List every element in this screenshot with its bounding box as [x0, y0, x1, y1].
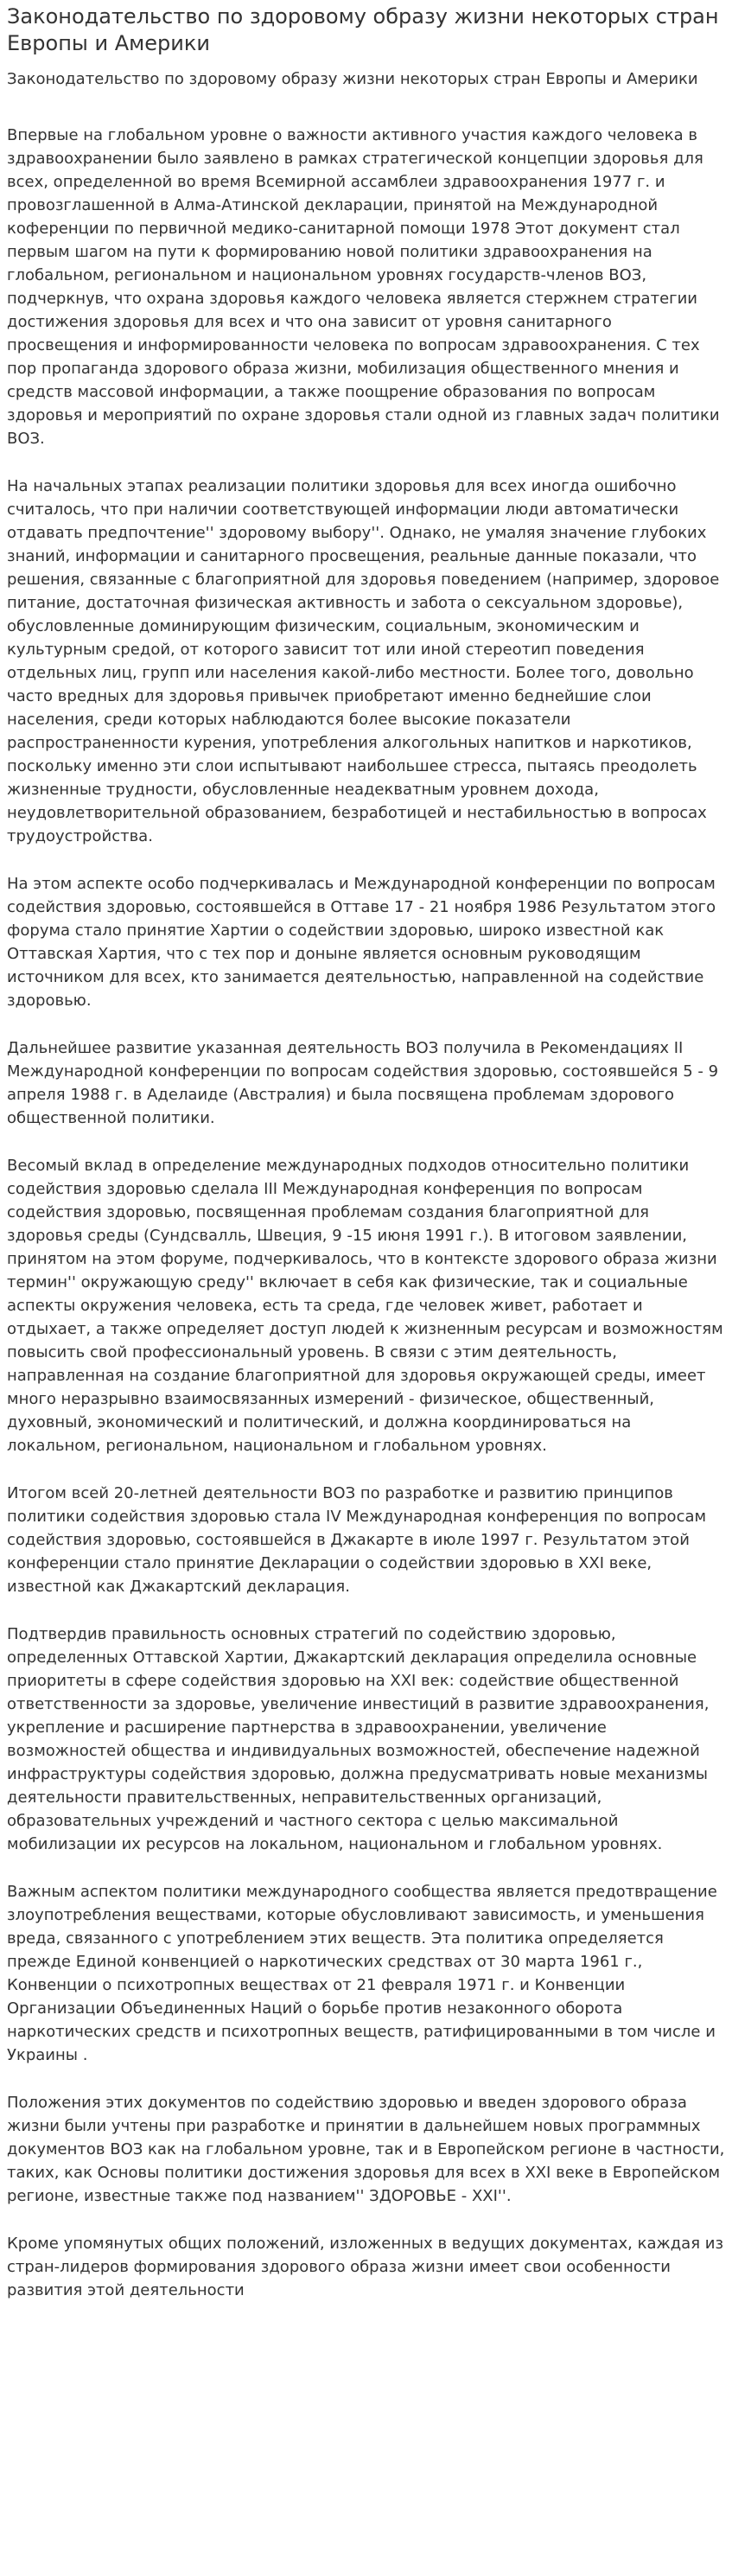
paragraph-8: Важным аспектом политики международного сообщества является предотвращение злоупотребления веществами, которые обусловливают зависимость, и уменьшения вреда, связанного с употреблением этих веществ. Эта политика определяется прежде Единой конвенцией о наркотических средствах от 30 марта 1961 г., Конвенции о психотропных веществах от 21 февраля 1971 г. и Конвенции Организации Объединенных Наций о борьбе против незаконного оборота наркотических средств и психотропных веществ, ратифицированными в том числе и Украины .	[7, 1883, 717, 2064]
article-body	[7, 124, 727, 2302]
paragraph-5: Весомый вклад в определение международных подходов относительно политики содействия здоровью сделала ІІІ Международная конференция по вопросам содействия здоровью, посвященная проблемам создания благоприятной для здоровья среды (Сундсвалль, Швеция, 9 -15 июня 1991 г.). В итоговом заявлении, принятом на этом форуме, подчеркивалось, что в контексте здорового образа жизни термин'' окружающую среду'' включает в себя как физические, так и социальные аспекты окружения человека, есть та среда, где человек живет, работает и отдыхает, а также определяет доступ людей к жизненным ресурсам и возможностям повысить свой профессиональный уровень. В связи с этим деятельность, направленная на создание благоприятной для здоровья окружающей среды, имеет много неразрывно взаимосвязанных измерений - физическое, общественный, духовный, экономический и политический, и должна координироваться на локальном, региональном, национальном и глобальном уровнях.	[7, 1157, 723, 1455]
paragraph-7: Подтвердив правильность основных стратегий по содействию здоровью, определенных Оттавской Хартии, Джакартский декларация определила основные приоритеты в сфере содействия здоровью на XXI век: содействие общественной ответственности за здоровье, увеличение инвестиций в развитие здравоохранения, укрепление и расширение партнерства в здравоохранении, увеличение возможностей общества и индивидуальных возможностей, обеспечение надежной инфраструктуры содействия здоровью, должна предусматривать новые механизмы деятельности правительственных, неправительственных организаций, образовательных учреждений и частного сектора с целью максимальной мобилизации их ресурсов на локальном, национальном и глобальном уровнях.	[7, 1625, 710, 1853]
paragraph-1: Впервые на глобальном уровне о важности активного участия каждого человека в здравоохранении было заявлено в рамках стратегической концепции здоровья для всех, определенной во время Всемирной ассамблеи здравоохранения 1977 г. и провозглашенной в Алма-Атинской декларации, принятой на Международной коференции по первичной медико-санитарной помощи 1978 Этот документ стал первым шагом на пути к формированию новой политики здравоохранения на глобальном, региональном и национальном уровнях государств-членов ВОЗ, подчеркнув, что охрана здоровья каждого человека является стержнем стратегии достижения здоровья для всех и что она зависит от уровня санитарного просвещения и информированности человека по вопросам здравоохранения. С тех пор пропаганда здорового образа жизни, мобилизация общественного мнения и средств массовой информации, а также поощрение образования по вопросам здоровья и мероприятий по охране здоровья стали одной из главных задач политики ВОЗ.	[7, 126, 720, 448]
page-title: Законодательство по здоровому образу жизни некоторых стран Европы и Америки	[7, 4, 719, 55]
paragraph-4: Дальнейшее развитие указанная деятельность ВОЗ получила в Рекомендациях ІІ Международной конференции по вопросам содействия здоровью, состоявшейся 5 - 9 апреля 1988 г. в Аделаиде (Австралия) и была посвящена проблемам здорового общественной политики.	[7, 1039, 719, 1127]
paragraph-10: Кроме упомянутых общих положений, изложенных в ведущих документах, каждая из стран-лидеров формирования здорового образа жизни имеет свои особенности развития этой деятельности	[7, 2235, 724, 2299]
paragraph-9: Положения этих документов по содействию здоровью и введен здорового образа жизни были учтены при разработке и принятии в дальнейшем новых программных документов ВОЗ как на глобальном уровне, так и в Европейском регионе в частности, таких, как Основы политики достижения здоровья для всех в XXI веке в Европейском регионе, известные также под названием'' ЗДОРОВЬЕ - XXI''.	[7, 2094, 725, 2205]
paragraph-2: На начальных этапах реализации политики здоровья для всех иногда ошибочно считалось, что при наличии соответствующей информации люди автоматически отдавать предпочтение'' здоровому выбору''. Однако, не умаляя значение глубоких знаний, информации и санитарного просвещения, реальные данные показали, что решения, связанные с благоприятной для здоровья поведением (например, здоровое питание, достаточная физическая активность и забота о сексуальном здоровье), обусловленные доминирующим физическим, социальным, экономическим и культурным средой, от которого зависит тот или иной стереотип поведения отдельных лиц, групп или населения какой-либо местности. Более того, довольно часто вредных для здоровья привычек приобретают именно беднейшие слои населения, среди которых наблюдаются более высокие показатели распространенности курения, употребления алкогольных напитков и наркотиков, поскольку именно эти слои испытывают наибольшее стресса, пытаясь преодолеть жизненные трудности, обусловленные неадекватным уровнем дохода, неудовлетворительной образованием, безработицей и нестабильностью в вопросах трудоустройства.	[7, 477, 720, 845]
article-subtitle: Законодательство по здоровому образу жизни некоторых стран Европы и Америки	[7, 70, 698, 88]
paragraph-3: На этом аспекте особо подчеркивалась и Международной конференции по вопросам содействия здоровью, состоявшейся в Оттаве 17 - 21 ноября 1986 Результатом этого форума стало принятие Хартии о содействии здоровью, широко известной как Оттавская Хартия, что с тех пор и доныне является основным руководящим источником для всех, кто занимается деятельностью, направленной на содействие здоровью.	[7, 875, 716, 1010]
paragraph-6: Итогом всей 20-летней деятельности ВОЗ по разработке и развитию принципов политики содействия здоровью стала ІV Международная конференция по вопросам содействия здоровью, состоявшейся в Джакарте в июле 1997 г. Результатом этой конференции стало принятие Декларации о содействии здоровью в XXI веке, известной как Джакартский декларация.	[7, 1484, 707, 1596]
